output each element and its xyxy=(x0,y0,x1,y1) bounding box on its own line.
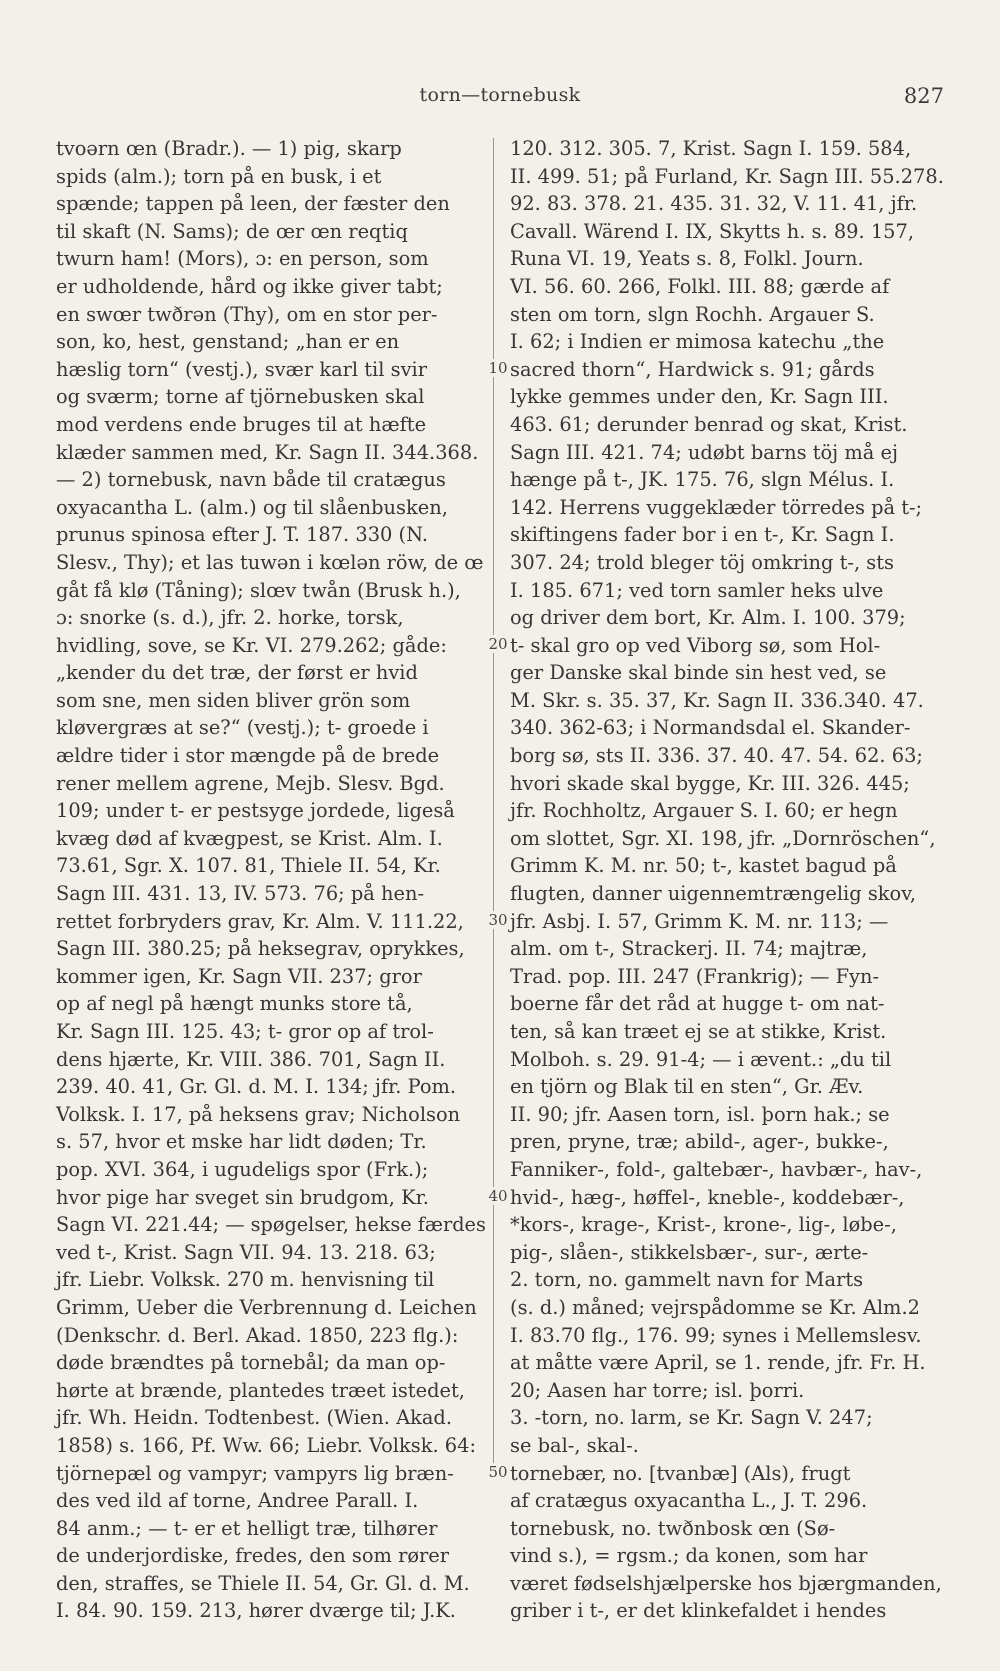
text-line: de underjordiske, fredes, den som rører xyxy=(56,1544,450,1568)
text-line: s. 57, hvor et mske har lidt døden; Tr. xyxy=(56,1130,427,1154)
text-line: prunus spinosa efter J. T. 187. 330 (N. xyxy=(56,523,428,547)
text-line: (Denkschr. d. Berl. Akad. 1850, 223 flg.): xyxy=(56,1323,459,1347)
line-number-10: 10 xyxy=(486,359,510,377)
text-line: 239. 40. 41, Gr. Gl. d. M. I. 134; jfr. Pom. xyxy=(56,1075,457,1099)
line-number-20: 20 xyxy=(486,635,510,653)
text-line: Volksk. I. 17, på heksens grav; Nicholson xyxy=(56,1102,461,1126)
text-line: I. 83.70 flg., 176. 99; synes i Mellemslesv. xyxy=(510,1323,922,1347)
text-line: til skaft (N. Sams); de œr œn reqtiq xyxy=(56,219,408,243)
text-line: at måtte være April, se 1. rende, jfr. Fr. H. xyxy=(510,1351,926,1375)
text-line: hvori skade skal bygge, Kr. III. 326. 445; xyxy=(510,771,910,795)
text-line: kløvergræs at se?“ (vestj.); t- groede i xyxy=(56,716,429,740)
text-line: ten, så kan træet ej se at stikke, Krist. xyxy=(510,1020,887,1043)
text-line: rettet forbryders grav, Kr. Alm. V. 111.22, xyxy=(56,909,464,933)
text-line: griber i t-, er det klinkefaldet i hendes xyxy=(510,1599,887,1623)
text-line: hørte at brænde, plantedes træet istedet, xyxy=(56,1378,465,1402)
text-line: t- skal gro op ved Viborg sø, som Hol- xyxy=(510,633,881,657)
text-line: hvidling, sove, se Kr. VI. 279.262; gåde: xyxy=(56,633,447,657)
text-line: son, ko, hest, genstand; „han er en xyxy=(56,330,400,354)
text-line: 3. -torn, no. larm, se Kr. Sagn V. 247; xyxy=(510,1406,873,1430)
text-line: som sne, men siden bliver grön som xyxy=(56,688,411,712)
text-line: dens hjærte, Kr. VIII. 386. 701, Sagn II. xyxy=(56,1047,446,1071)
text-line: twurn ham! (Mors), ɔ: en person, som xyxy=(56,247,429,271)
text-line: 120. 312. 305. 7, Krist. Sagn I. 159. 584, xyxy=(510,137,912,160)
text-line: Cavall. Wärend I. IX, Skytts h. s. 89. 157, xyxy=(510,219,914,243)
text-line: været fødselshjælperske hos bjærgmanden, xyxy=(510,1571,942,1595)
column-divider xyxy=(493,138,494,1468)
text-line: skiftingens fader bor i en t-, Kr. Sagn I. xyxy=(510,523,895,547)
text-line: lykke gemmes under den, Kr. Sagn III. xyxy=(510,385,889,409)
text-line: spids (alm.); torn på en busk, i et xyxy=(56,164,382,188)
text-line: 2. torn, no. gammelt navn for Marts xyxy=(510,1268,864,1292)
text-line: Sagn VI. 221.44; — spøgelser, hekse færdes xyxy=(56,1213,486,1237)
text-line: pig-, slåen-, stikkelsbær-, sur-, ærte- xyxy=(510,1240,869,1264)
text-line: 142. Herrens vuggeklæder törredes på t-; xyxy=(510,495,923,519)
text-line: tvoərn œn (Bradr.). — 1) pig, skarp xyxy=(56,137,402,160)
text-line: op af negl på hængt munks store tå, xyxy=(56,992,413,1016)
text-line: og driver dem bort, Kr. Alm. I. 100. 379; xyxy=(510,606,906,630)
text-line: er udholdende, hård og ikke giver tabt; xyxy=(56,274,443,298)
text-line: ved t-, Krist. Sagn VII. 94. 13. 218. 63; xyxy=(56,1240,436,1264)
left-column xyxy=(56,135,486,1625)
text-line: ældre tider i stor mængde på de brede xyxy=(56,744,440,768)
text-line: Molboh. s. 29. 91-4; — i ævent.: „du til xyxy=(510,1047,892,1071)
text-line: spænde; tappen på leen, der fæster den xyxy=(56,192,450,216)
text-line: pop. XVI. 364, i ugudeligs spor (Frk.); xyxy=(56,1157,429,1181)
text-line: 20; Aasen har torre; isl. þorri. xyxy=(510,1378,805,1402)
line-number-40: 40 xyxy=(486,1187,510,1205)
text-line: alm. om t-, Strackerj. II. 74; majtræ, xyxy=(510,937,868,961)
text-line: vind s.), = rgsm.; da konen, som har xyxy=(510,1544,868,1568)
text-line: af cratægus oxyacantha L., J. T. 296. xyxy=(510,1489,868,1513)
text-line: jfr. Rochholtz, Argauer S. I. 60; er hegn xyxy=(510,799,898,823)
text-line: hvid-, hæg-, høffel-, kneble-, koddebær-, xyxy=(510,1185,905,1209)
text-line: pren, pryne, træ; abild-, ager-, bukke-, xyxy=(510,1130,889,1154)
text-line: I. 185. 671; ved torn samler heks ulve xyxy=(510,578,884,602)
text-line: hvor pige har sveget sin brudgom, Kr. xyxy=(56,1185,429,1209)
text-line: tornebusk, no. twðnbosk œn (Sø- xyxy=(510,1516,836,1540)
text-line: oxyacantha L. (alm.) og til slåenbusken, xyxy=(56,495,448,519)
text-line: Grimm, Ueber die Verbrennung d. Leichen xyxy=(56,1295,477,1319)
text-line: 463. 61; derunder benrad og skat, Krist. xyxy=(510,412,908,436)
text-line: jfr. Liebr. Volksk. 270 m. henvisning til xyxy=(56,1268,435,1292)
text-line: 73.61, Sgr. X. 107. 81, Thiele II. 54, Kr. xyxy=(56,854,441,878)
text-line: 84 anm.; — t- er et helligt træ, tilhører xyxy=(56,1516,438,1540)
text-line: hænge på t-, JK. 175. 76, slgn Mélus. I. xyxy=(510,468,895,492)
text-line: Fanniker-, fold-, galtebær-, havbær-, hav-, xyxy=(510,1157,923,1181)
text-line: hæslig torn“ (vestj.), svær karl til svir xyxy=(56,357,427,381)
text-line: M. Skr. s. 35. 37, Kr. Sagn II. 336.340. 47. xyxy=(510,688,924,712)
text-line: se bal-, skal-. xyxy=(510,1433,639,1457)
text-line: og sværm; torne af tjörnebusken skal xyxy=(56,385,425,409)
text-line: 1858) s. 166, Pf. Ww. 66; Liebr. Volksk. 64: xyxy=(56,1433,476,1457)
text-line: ger Danske skal binde sin hest ved, se xyxy=(510,661,887,685)
text-line: 340. 362-63; i Normandsdal el. Skander- xyxy=(510,716,911,740)
text-line: mod verdens ende bruges til at hæfte xyxy=(56,412,427,436)
text-line: — 2) tornebusk, navn både til cratægus xyxy=(56,468,446,492)
text-line: gåt få klø (Tåning); slœv twån (Brusk h.), xyxy=(56,578,461,602)
text-line: Sagn III. 431. 13, IV. 573. 76; på hen- xyxy=(56,882,425,906)
page-number: 827 xyxy=(903,84,944,108)
text-line: Kr. Sagn III. 125. 43; t- gror op af trol- xyxy=(56,1020,434,1043)
text-line: VI. 56. 60. 266, Folkl. III. 88; gærde af xyxy=(510,274,890,298)
text-line: Trad. pop. III. 247 (Frankrig); — Fyn- xyxy=(510,964,880,988)
text-line: Grimm K. M. nr. 50; t-, kastet bagud på xyxy=(510,854,897,878)
text-line: tjörnepæl og vampyr; vampyrs lig bræn- xyxy=(56,1461,454,1485)
right-column xyxy=(510,135,948,1625)
text-line: døde brændtes på tornebål; da man op- xyxy=(56,1351,446,1375)
text-line: I. 84. 90. 159. 213, hører dværge til; J.K. xyxy=(56,1599,456,1623)
text-line: 92. 83. 378. 21. 435. 31. 32, V. 11. 41, jfr. xyxy=(510,192,918,216)
text-line: des ved ild af torne, Andree Parall. I. xyxy=(56,1489,419,1513)
text-line: flugten, danner uigennemtrængelig skov, xyxy=(510,882,917,906)
text-line: II. 499. 51; på Furland, Kr. Sagn III. 55.278. xyxy=(510,164,944,188)
text-line: 109; under t- er pestsyge jordede, ligeså xyxy=(56,799,455,823)
text-line: II. 90; jfr. Aasen torn, isl. þorn hak.; se xyxy=(510,1102,890,1126)
text-line: rener mellem agrene, Mejb. Slesv. Bgd. xyxy=(56,771,445,795)
text-line: en tjörn og Blak til en sten“, Gr. Æv. xyxy=(510,1075,864,1099)
text-line: Runa VI. 19, Yeats s. 8, Folkl. Journ. xyxy=(510,247,864,271)
text-line: I. 62; i Indien er mimosa katechu „the xyxy=(510,330,885,354)
text-line: „kender du det træ, der først er hvid xyxy=(56,661,418,685)
text-line: jfr. Wh. Heidn. Todtenbest. (Wien. Akad. xyxy=(56,1406,452,1430)
text-line: kvæg død af kvægpest, se Krist. Alm. I. xyxy=(56,826,443,850)
text-line: kommer igen, Kr. Sagn VII. 237; gror xyxy=(56,964,422,988)
text-line: Sagn III. 421. 74; udøbt barns töj må ej xyxy=(510,440,898,464)
line-number-50: 50 xyxy=(486,1463,510,1481)
text-line: en swœr twðrən (Thy), om en stor per- xyxy=(56,302,438,326)
text-line: sten om torn, slgn Rochh. Argauer S. xyxy=(510,302,875,326)
text-line: Slesv., Thy); et las tuwən i kœlən röw, de œ xyxy=(56,550,484,574)
text-line: sacred thorn“, Hardwick s. 91; gårds xyxy=(510,357,875,381)
text-line: Sagn III. 380.25; på heksegrav, oprykkes, xyxy=(56,937,465,961)
text-line: den, straffes, se Thiele II. 54, Gr. Gl. d. M. xyxy=(56,1571,470,1595)
text-line: 307. 24; trold bleger töj omkring t-, sts xyxy=(510,550,894,574)
line-number-30: 30 xyxy=(486,911,510,929)
text-line: *kors-, krage-, Krist-, krone-, lig-, løbe-, xyxy=(510,1213,897,1237)
text-line: borg sø, sts II. 336. 37. 40. 47. 54. 62. 63; xyxy=(510,744,923,768)
text-line: (s. d.) måned; vejrspådomme se Kr. Alm.2 xyxy=(510,1295,920,1319)
text-line: om slottet, Sgr. XI. 198, jfr. „Dornröschen“, xyxy=(510,826,936,850)
text-line: ɔ: snorke (s. d.), jfr. 2. horke, torsk, xyxy=(56,606,404,630)
text-line: klæder sammen med, Kr. Sagn II. 344.368. xyxy=(56,440,479,464)
running-head: torn—tornebusk xyxy=(419,84,581,106)
text-line: boerne får det råd at hugge t- om nat- xyxy=(510,992,885,1016)
text-line: jfr. Asbj. I. 57, Grimm K. M. nr. 113; — xyxy=(510,909,889,933)
page-header xyxy=(0,80,1000,116)
text-line: tornebær, no. [tvanbæ] (Als), frugt xyxy=(510,1461,851,1485)
